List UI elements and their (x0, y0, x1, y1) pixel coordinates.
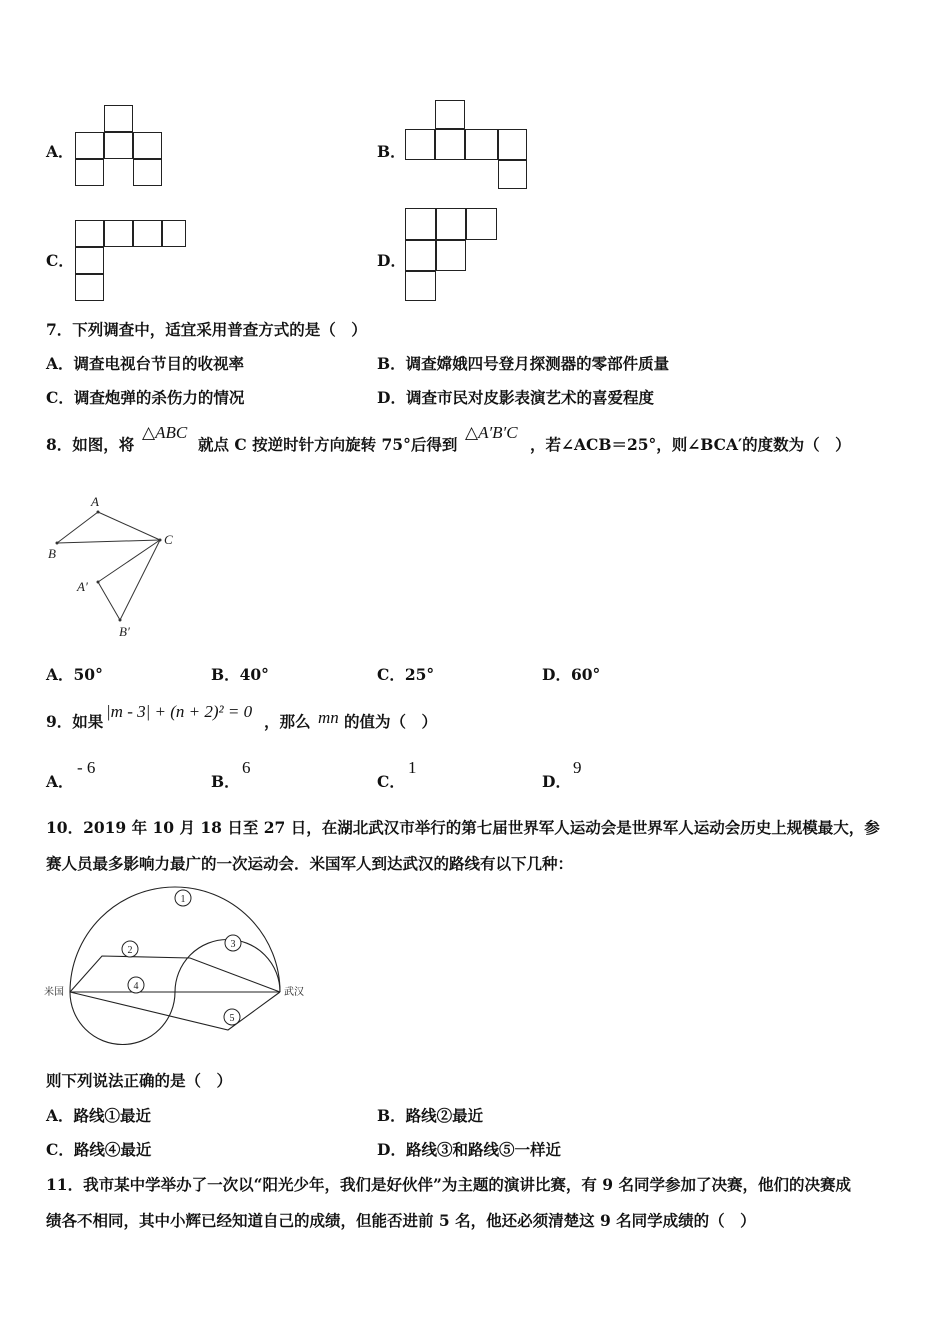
q9-stem-prefix: 9．如果 (46, 712, 104, 731)
q8-option-a: A．50° (46, 665, 103, 684)
q7-option-c: C．调查炮弹的杀伤力的情况 (46, 388, 245, 407)
q8-stem-mid: 就点 C 按逆时针方向旋转 75°后得到 (198, 435, 458, 454)
q10-option-d: D．路线③和路线⑤一样近 (377, 1140, 561, 1159)
q10-route-5-label: 5 (229, 1013, 235, 1024)
q9-option-b-label: B． (211, 772, 240, 791)
q8-label-c: C (164, 532, 173, 547)
q8-triangle-abc: △ABC (142, 423, 188, 442)
q8-rotation-figure (40, 488, 190, 648)
q8-option-c: C．25° (377, 665, 435, 684)
q9-option-b-value: 6 (242, 758, 251, 777)
q7-option-d: D．调查市民对皮影表演艺术的喜爱程度 (377, 388, 654, 407)
q10-route-2-label: 2 (127, 945, 133, 956)
q7-option-b: B．调查嫦娥四号登月探测器的零部件质量 (377, 354, 670, 373)
q8-option-d: D．60° (542, 665, 601, 684)
q9-option-c-value: 1 (408, 758, 417, 777)
q8-label-a: A (91, 494, 99, 509)
q10-route-figure (40, 885, 320, 1055)
q9-option-d-label: D． (542, 772, 571, 791)
q8-stem-prefix: 8．如图，将 (46, 435, 135, 454)
q10-label-start: 米国 (44, 987, 64, 998)
q6-option-d-label: D． (377, 251, 406, 270)
q10-route-1-label: 1 (180, 894, 186, 905)
q9-option-c-label: C． (377, 772, 405, 791)
q7-stem: 7．下列调查中，适宜采用普查方式的是（ ） (46, 320, 367, 339)
q10-option-a: A．路线①最近 (46, 1106, 152, 1125)
q9-expr-mn: mn (318, 708, 339, 727)
q8-triangle-a1b1c: △A′B′C (465, 423, 518, 442)
q6-option-a-label: A． (46, 142, 74, 161)
q10-route-3-label: 3 (230, 939, 236, 950)
q10-stem-line2: 赛人员最多影响力最广的一次运动会．米国军人到达武汉的路线有以下几种： (46, 854, 574, 873)
q8-label-b: B (48, 546, 56, 561)
q9-option-a-label: A． (46, 772, 74, 791)
q10-option-c: C．路线④最近 (46, 1140, 152, 1159)
q11-stem-line1: 11．我市某中学举办了一次以“阳光少年，我们是好伙伴”为主题的演讲比赛，有 9 名同学参加了决赛，他们的决赛成 (46, 1175, 851, 1194)
q8-label-b1: B′ (119, 624, 130, 639)
q8-option-b: B．40° (211, 665, 269, 684)
q9-stem-mid: ，那么 (264, 712, 311, 731)
q6-option-b-label: B． (377, 142, 406, 161)
q10-route-4-label: 4 (133, 981, 139, 992)
q9-option-d-value: 9 (573, 758, 582, 777)
q9-option-a-value: - 6 (77, 758, 96, 777)
q11-stem-line2: 绩各不相同，其中小辉已经知道自己的成绩，但能否进前 5 名，他还必须清楚这 9 名同学成绩的（ ） (46, 1211, 756, 1230)
q10-label-end: 武汉 (284, 987, 304, 998)
q7-option-a: A．调查电视台节目的收视率 (46, 354, 245, 373)
q10-stem-line1: 10．2019 年 10 月 18 日至 27 日，在湖北武汉市举行的第七届世界军人运动会是世界军人运动会历史上规模最大，参 (46, 818, 880, 837)
q8-label-a1: A′ (77, 579, 88, 594)
q9-equation: |m - 3| + (n + 2)² = 0 (106, 702, 253, 721)
q10-question: 则下列说法正确的是（ ） (46, 1071, 233, 1090)
q6-option-c-label: C． (46, 251, 74, 270)
q9-stem-suffix: 的值为（ ） (344, 712, 438, 731)
q8-stem-suffix: ，若∠ACB＝25°，则∠BCA′的度数为（ ） (530, 435, 851, 454)
q10-option-b: B．路线②最近 (377, 1106, 484, 1125)
